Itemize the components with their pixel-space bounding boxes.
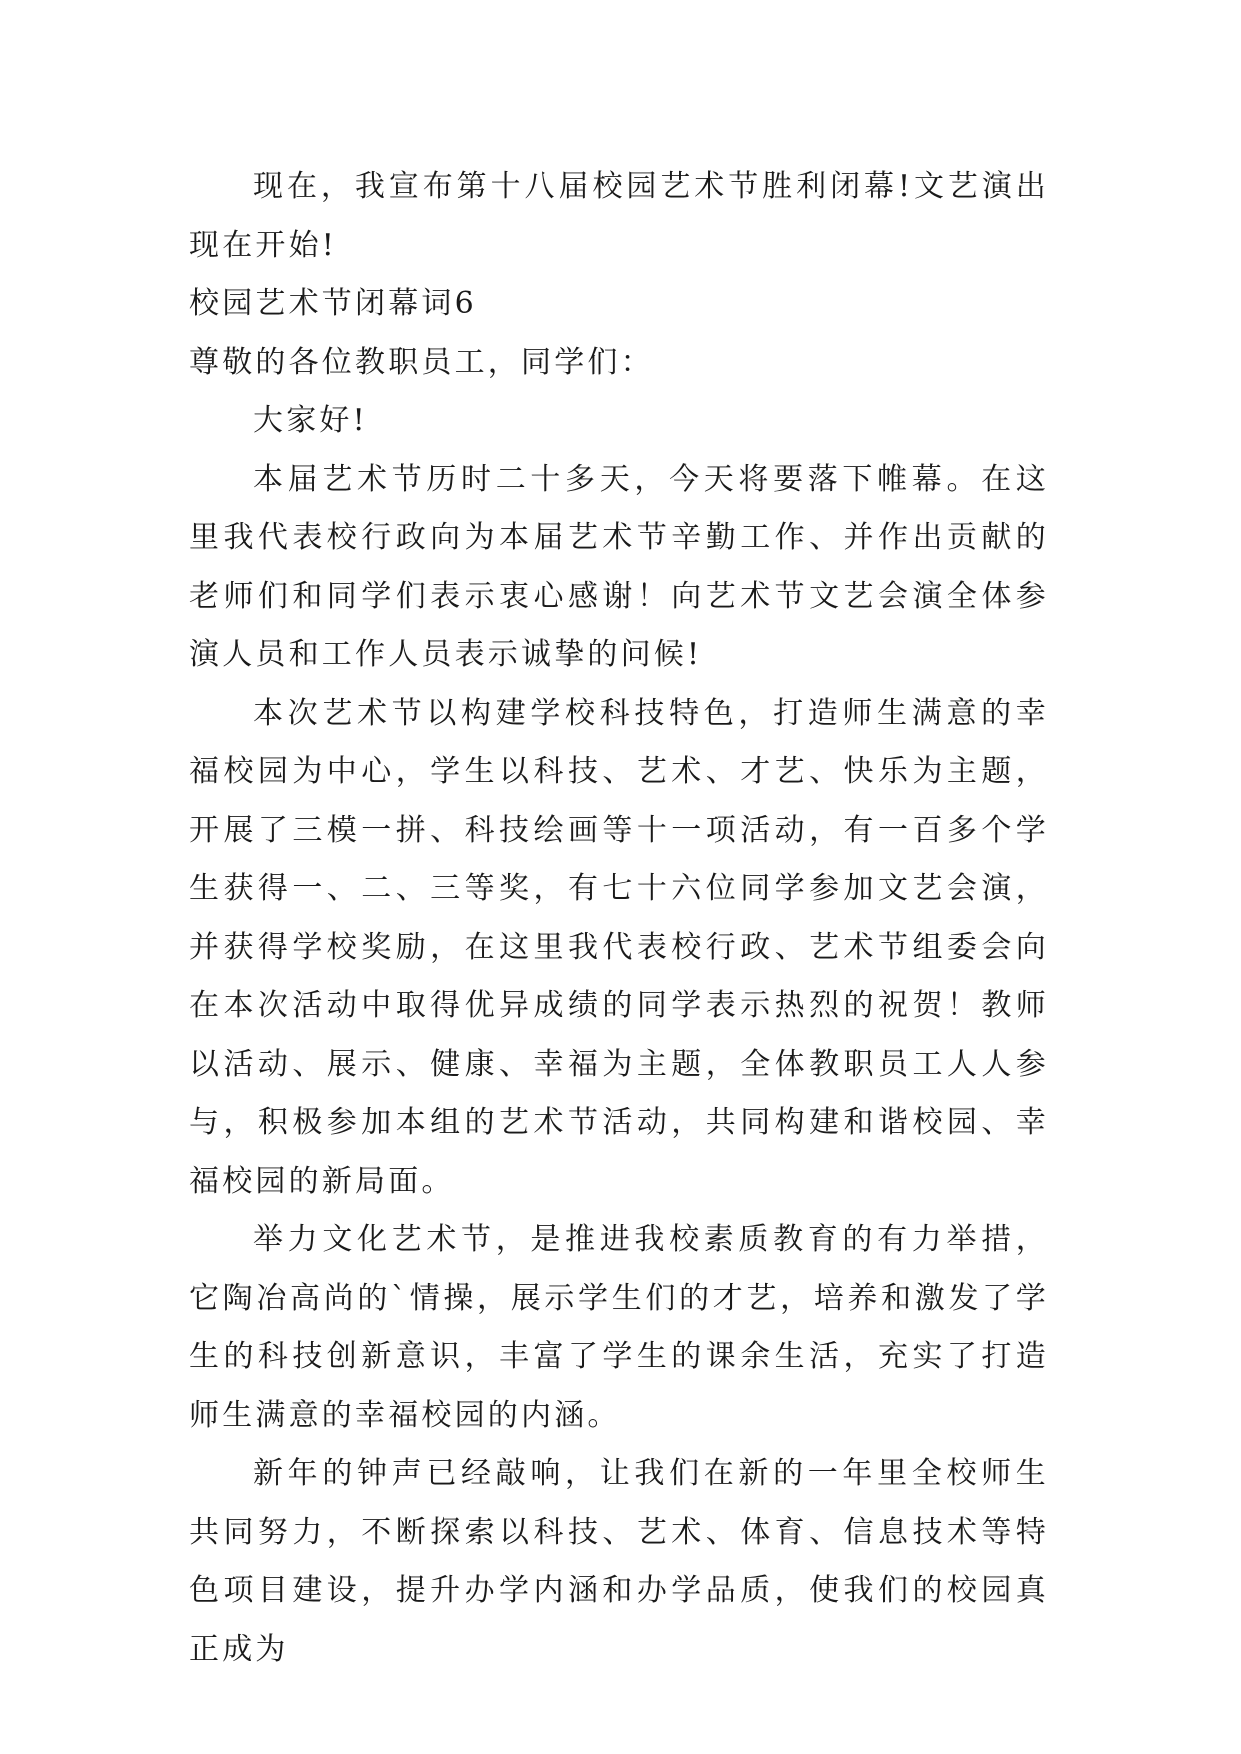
paragraph-2: 本次艺术节以构建学校科技特色，打造师生满意的幸福校园为中心，学生以科技、艺术、才艺、快乐为主题，开展了三模一拼、科技绘画等十一项活动，有一百多个学生获得一、二、三等奖，有七十六位同学参加文艺会演，并获得学校奖励，在这里我代表校行政、艺术节组委会向在本次活动中取得优异成绩的同学表示热烈的祝贺！教师以活动、展示、健康、幸福为主题，全体教职员工人人参与，积极参加本组的艺术节活动，共同构建和谐校园、幸福校园的新局面。 <box>189 695 1049 1199</box>
paragraph-1: 本届艺术节历时二十多天，今天将要落下帷幕。在这里我代表校行政向为本届艺术节辛勤工作、并作出贡献的老师们和同学们表示衷心感谢！向艺术节文艺会演全体参演人员和工作人员表示诚挚的问候! <box>189 461 1049 672</box>
salutation: 尊敬的各位教职员工，同学们： <box>189 344 654 380</box>
greeting: 大家好! <box>253 403 368 438</box>
paragraph-4: 新年的钟声已经敲响，让我们在新的一年里全校师生共同努力，不断探索以科技、艺术、体育、信息技术等特色项目建设，提升办学内涵和办学品质，使我们的校园真正成为 <box>189 1456 1049 1667</box>
section-title: 校园艺术节闭幕词6 <box>189 286 477 321</box>
paragraph-3: 举力文化艺术节，是推进我校素质教育的有力举措，它陶冶高尚的`情操，展示学生们的才艺，培养和激发了学生的科技创新意识，丰富了学生的课余生活，充实了打造师生满意的幸福校园的内涵。 <box>189 1222 1049 1433</box>
closing-announcement: 现在，我宣布第十八届校园艺术节胜利闭幕!文艺演出现在开始! <box>189 169 1049 263</box>
document-body <box>189 158 1049 1679</box>
